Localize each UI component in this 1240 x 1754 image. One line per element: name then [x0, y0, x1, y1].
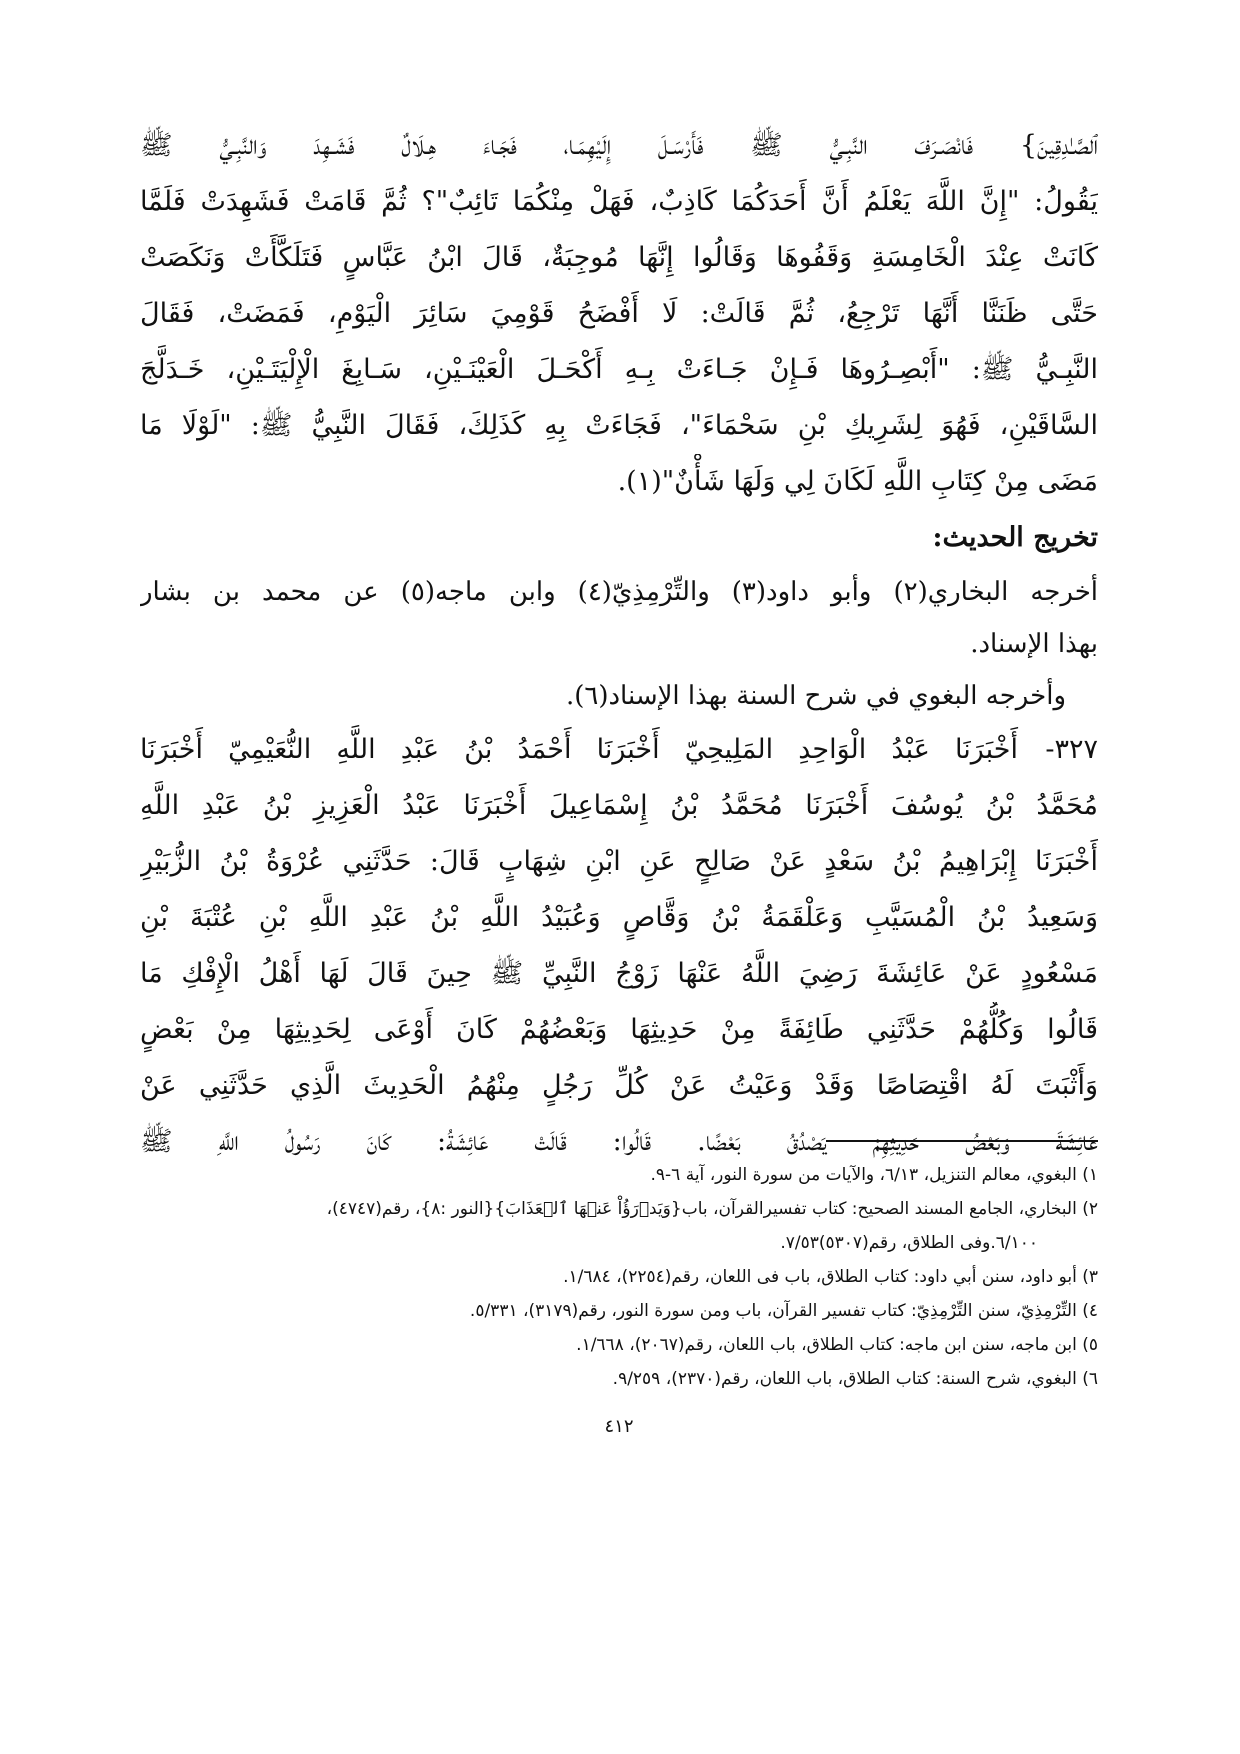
footnotes	[140, 1158, 1098, 1396]
text-line: أَخْبَرَنَا إِبْرَاهِيمُ بْنُ سَعْدٍ عَنْ صَالِحٍ عَنِ ابْنِ شِهَابٍ قَالَ: حَدَّثَنِي عُرْوَةُ بْنُ الزُّبَيْرِ	[140, 846, 1098, 877]
hadith-327	[140, 722, 1098, 1170]
hadith-first-line	[140, 722, 1098, 778]
text-line: مُحَمَّدُ بْنُ يُوسُفَ أَخْبَرَنَا مُحَمَّدُ بْنُ إِسْمَاعِيلَ أَخْبَرَنَا عَبْدُ الْعَزِيزِ بْنُ عَبْدِ اللَّهِ	[140, 790, 1098, 821]
text-line: قَالُوا وَكُلُّهُمْ حَدَّثَنِي طَائِفَةً مِنْ حَدِيثِهَا وَبَعْضُهُمْ كَانَ أَوْعَى لِحَدِيثِهَا مِنْ بَعْضٍ	[140, 1014, 1098, 1045]
footnote: ٤) التِّرْمِذِيّ، سنن التِّرْمِذِيّ: كتاب تفسير القرآن، باب ومن سورة النور، رقم(٣١٧٩)، ٥/٣٣١.	[469, 1301, 1098, 1321]
text-line: مَسْعُودٍ عَنْ عَائِشَةَ رَضِيَ اللَّهُ عَنْهَا زَوْجُ النَّبِيِّ ﷺ حِينَ قَالَ لَهَا أَهْلُ الْإِفْكِ مَا	[140, 958, 1098, 989]
text-line: النَّبِـيُّ ﷺ: "أَبْصِـرُوهَا فَـإِنْ جَـاءَتْ بِـهِ أَكْحَـلَ الْعَيْنَـيْنِ، سَـابِغَ الْإِلْيَتَـيْنِ، خَـدَلَّجَ	[140, 354, 1098, 385]
hadith-number: ٣٢٧-	[1045, 734, 1098, 765]
takhrij-line: بهذا الإسناد.	[970, 629, 1098, 659]
footnote-divider	[826, 1140, 1098, 1142]
document-page	[140, 118, 1098, 1437]
text-line: أَخْبَرَنَا عَبْدُ الْوَاحِدِ المَلِيحِيّ أَخْبَرَنَا أَحْمَدُ بْنُ عَبْدِ اللَّهِ النُّعَيْمِيّ أَخْبَرَنَا	[140, 734, 1018, 765]
text-line: عَائِشَةَ وَبَعْضُ حَدِيثِهِمْ يَصْدُقُ بَعْضًا. قَالُوا: قَالَتْ عَائِشَةُ: كَانَ رَسُولُ اللَّهِ ﷺ	[140, 1126, 1098, 1157]
section-heading: تخريج الحديث:	[932, 522, 1098, 553]
page-number: ٤١٢	[604, 1416, 634, 1437]
text-line: ٱلصَّـٰدِقِينَ} فَانْصَـرَفَ النَّبِـيُّ ﷺ فَأَرْسَـلَ إِلَيْهِمَـا، فَجَـاءَ هِـلَالٌ فَشَـهِدَ وَالنَّبِـيُّ ﷺ	[140, 130, 1098, 161]
footnote: ١) البغوي، معالم التنزيل، ٦/١٣، والآيات من سورة النور، آية ٦-٩.	[650, 1165, 1098, 1185]
text-line: كَانَتْ عِنْدَ الْخَامِسَةِ وَقَفُوهَا وَقَالُوا إِنَّهَا مُوجِبَةٌ، قَالَ ابْنُ عَبَّاسٍ فَتَلَكَّأَتْ وَنَكَصَتْ	[140, 242, 1098, 273]
text-line: مَضَى مِنْ كِتَابِ اللَّهِ لَكَانَ لِي وَلَهَا شَأْنٌ"(١).	[617, 466, 1098, 497]
hadith-text-continued	[140, 118, 1098, 510]
footnote: ٥) ابن ماجه، سنن ابن ماجه: كتاب الطلاق، باب اللعان، رقم(٢٠٦٧)، ١/٦٦٨.	[576, 1335, 1098, 1355]
footnote: ٦) البغوي، شرح السنة: كتاب الطلاق، باب اللعان، رقم(٢٣٧٠)، ٩/٢٥٩.	[612, 1369, 1098, 1389]
text-line: وَأَثْبَتَ لَهُ اقْتِصَاصًا وَقَدْ وَعَيْتُ عَنْ كُلِّ رَجُلٍ مِنْهُمُ الْحَدِيثَ الَّذِي حَدَّثَنِي عَنْ	[140, 1070, 1098, 1101]
footnote: ٣) أبو داود، سنن أبي داود: كتاب الطلاق، باب فى اللعان، رقم(٢٢٥٤)، ١/٦٨٤.	[563, 1267, 1098, 1287]
text-line: وَسَعِيدُ بْنُ الْمُسَيَّبِ وَعَلْقَمَةُ بْنُ وَقَّاصٍ وَعُبَيْدُ اللَّهِ بْنُ عَبْدِ اللَّهِ بْنِ عُتْبَةَ بْنِ	[140, 902, 1098, 933]
text-line: يَقُولُ: "إِنَّ اللَّهَ يَعْلَمُ أَنَّ أَحَدَكُمَا كَاذِبٌ، فَهَلْ مِنْكُمَا تَائِبٌ"؟ ثُمَّ قَامَتْ فَشَهِدَتْ فَلَمَّا	[140, 186, 1098, 217]
takhrij-line: وأخرجه البغوي في شرح السنة بهذا الإسناد(٦).	[565, 681, 1066, 711]
footnote: ٢) البخاري، الجامع المسند الصحيح: كتاب تفسيرالقرآن، باب{وَيَدۡرَؤُاْ عَنۡهَا ٱلۡعَذَابَ}{النور :٨}، رقم(٤٧٤٧)،	[326, 1199, 1098, 1219]
footnote-continuation: ٦/١٠٠.وفى الطلاق، رقم(٥٣٠٧)٧/٥٣.	[780, 1233, 1038, 1253]
takhrij-line: أخرجه البخاري(٢) وأبو داود(٣) والتِّرْمِذِيّ(٤) وابن ماجه(٥) عن محمد بن بشار	[140, 577, 1098, 607]
text-line: حَتَّى ظَنَنَّا أَنَّهَا تَرْجِعُ، ثُمَّ قَالَتْ: لَا أَفْضَحُ قَوْمِيَ سَائِرَ الْيَوْمِ، فَمَضَتْ، فَقَالَ	[140, 298, 1098, 329]
takhrij-section	[140, 566, 1098, 722]
text-line: السَّاقَيْنِ، فَهُوَ لِشَرِيكِ بْنِ سَحْمَاءَ"، فَجَاءَتْ بِهِ كَذَلِكَ، فَقَالَ النَّبِيُّ ﷺ: "لَوْلَا مَا	[140, 410, 1098, 441]
